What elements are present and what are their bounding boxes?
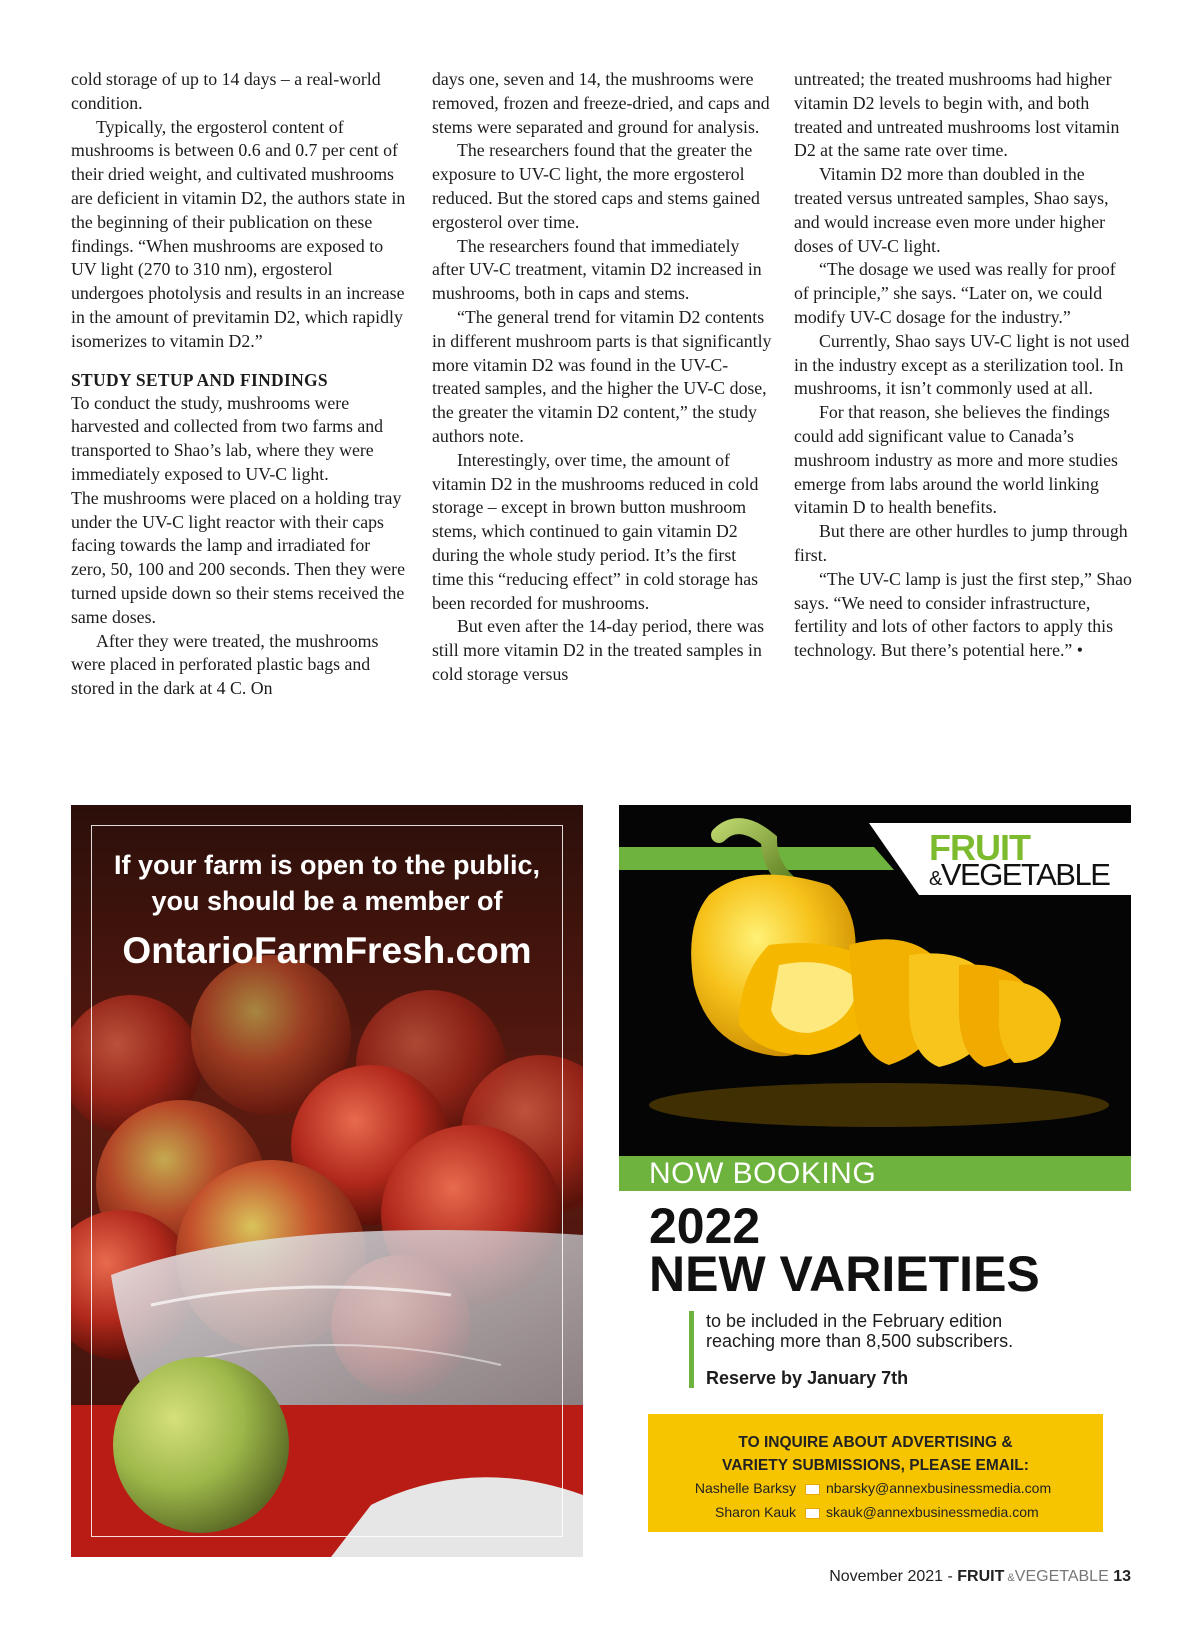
- ad-headline-line-2: you should be a member of: [151, 886, 503, 916]
- paragraph: But there are other hurdles to jump through first.: [794, 521, 1128, 565]
- inquiry-box: [648, 1414, 1103, 1532]
- article-column-3: [794, 68, 1134, 663]
- paragraph: “The UV-C lamp is just the first step,” Shao says. “We need to consider infrastructure, fertility and lots of other factors to apply this technology. But there’s potential here.” •: [794, 568, 1132, 661]
- issue-date: November 2021 -: [829, 1568, 958, 1585]
- article-column-2: [432, 68, 772, 687]
- paragraph: To conduct the study, mushrooms were harvested and collected from two farms and transported to Shao’s lab, where they were immediately exposed to UV-C light.: [71, 392, 384, 484]
- paragraph: The researchers found that immediately after UV-C treatment, vitamin D2 increased in mushrooms, both in caps and stems.: [432, 235, 762, 304]
- article-column-1: [71, 68, 407, 701]
- ad-headline-line-1: If your farm is open to the public,: [113, 850, 541, 880]
- paragraph: Vitamin D2 more than doubled in the treated versus untreated samples, Shao says, and would increase even more under higher doses of UV-C light.: [794, 164, 1109, 256]
- pepper-photo-panel: [619, 805, 1131, 1156]
- fruit-vegetable-booking-ad: [619, 805, 1131, 1535]
- inquiry-title: [648, 1431, 1103, 1477]
- paragraph: For that reason, she believes the findings could add significant value to Canada’s mushroom industry as more and more studies emerge from labs around the world linking vitamin D to health benefits.: [794, 402, 1118, 518]
- reserve-deadline: Reserve by January 7th: [706, 1368, 909, 1388]
- paragraph: But even after the 14-day period, there was still more vitamin D2 in the treated samples in cold storage versus: [432, 616, 765, 684]
- paragraph: cold storage of up to 14 days – a real-world condition.: [71, 69, 381, 113]
- paragraph: After they were treated, the mushrooms were placed in perforated plastic bags and stored in the dark at 4 C. On: [71, 630, 379, 699]
- section-heading: STUDY SETUP AND FINDINGS: [71, 369, 328, 390]
- ad-description: [689, 1311, 1086, 1388]
- paragraph: The mushrooms were placed on a holding tray under the UV-C light reactor with their caps facing towards the lamp and irradiated for zero, 50, 100 and 200 seconds. Then they were turned upside down so their stems received the same doses.: [71, 487, 405, 627]
- contact-name-text: Sharon Kauk: [715, 1504, 796, 1520]
- paragraph: “The general trend for vitamin D2 contents in different mushroom parts is that significantly more vitamin D2 was found in the UV-C-treated samples, and the higher the UV-C dose, the greater the vitamin D2 content,” the study authors note.: [432, 306, 772, 446]
- envelope-icon: [805, 1484, 820, 1495]
- contact-email[interactable]: skauk@annexbusinessmedia.com: [826, 1504, 1039, 1520]
- envelope-icon: [805, 1508, 820, 1519]
- footer-fruit: FRUIT: [957, 1568, 1005, 1585]
- paragraph: Typically, the ergosterol content of mushrooms is between 0.6 and 0.7 per cent of their dried weight, and cultivated mushrooms are deficient in vitamin D2, the authors state in the beginning of their publication on these findings. “When mushrooms are exposed to UV light (270 to 310 nm), ergosterol undergoes photolysis and results in an increase in the amount of previtamin D2, which rapidly isomerizes to vitamin D2.”: [71, 116, 406, 351]
- ad-headline: [91, 847, 563, 919]
- now-booking-bar: NOW BOOKING: [619, 1156, 1131, 1191]
- paragraph: “The dosage we used was really for proof of principle,” she says. “Later on, we could modify UV-C dosage for the industry.”: [794, 259, 1116, 327]
- ad-title-varieties: NEW VARIETIES: [649, 1246, 1040, 1302]
- ad-description-line-2: reaching more than 8,500 subscribers.: [706, 1331, 1014, 1351]
- green-stripe: [619, 847, 894, 870]
- website-link[interactable]: OntarioFarmFresh.com: [122, 930, 532, 971]
- logo-ampersand: &: [929, 868, 941, 890]
- inquiry-title-line-1: TO INQUIRE ABOUT ADVERTISING &: [738, 1434, 1013, 1451]
- footer-vegetable: VEGETABLE: [1014, 1568, 1109, 1585]
- ad-title-year: 2022: [649, 1198, 761, 1254]
- ad-title: [649, 1198, 1040, 1302]
- ontario-farm-fresh-ad[interactable]: [71, 805, 583, 1557]
- logo-fruit: FRUIT: [929, 827, 1030, 868]
- page-number: 13: [1108, 1568, 1131, 1585]
- ad-description-line-1: to be included in the February edition: [706, 1311, 1003, 1331]
- paragraph: The researchers found that the greater the exposure to UV-C light, the more ergosterol reduced. But the stored caps and stems gained ergosterol over time.: [432, 140, 760, 232]
- logo-vegetable-text: VEGETABLE: [940, 857, 1110, 892]
- page-footer: [829, 1568, 1131, 1586]
- paragraph: Interestingly, over time, the amount of vitamin D2 in the mushrooms reduced in cold storage – except in brown button mushroom stems, which continued to gain vitamin D2 during the whole study period. It’s the first time this “reducing effect” in cold storage has been recorded for mushrooms.: [432, 449, 759, 613]
- paragraph: Currently, Shao says UV-C light is not used in the industry except as a sterilization tool. In mushrooms, it isn’t commonly used at all.: [794, 330, 1130, 399]
- inquiry-title-line-2: VARIETY SUBMISSIONS, PLEASE EMAIL:: [722, 1457, 1029, 1474]
- contact-email[interactable]: nbarsky@annexbusinessmedia.com: [826, 1480, 1052, 1496]
- logo-vegetable: [929, 857, 1109, 893]
- paragraph: days one, seven and 14, the mushrooms were removed, frozen and freeze-dried, and caps and stems were separated and ground for analysis.: [432, 69, 770, 137]
- paragraph: untreated; the treated mushrooms had higher vitamin D2 levels to begin with, and both treated and untreated mushrooms lost vitamin D2 at the same rate over time.: [794, 69, 1120, 161]
- contact-name-text: Nashelle Barksy: [694, 1480, 796, 1496]
- footer-ampersand: &: [1004, 1572, 1015, 1584]
